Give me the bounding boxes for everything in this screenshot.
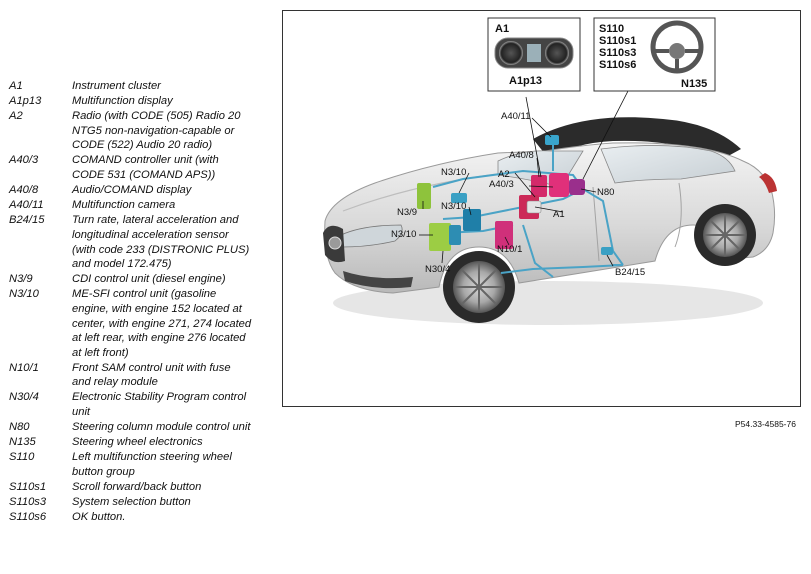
legend-code: A1 <box>9 80 23 92</box>
legend-code: A40/11 <box>9 199 44 212</box>
legend-row <box>0 495 276 510</box>
legend-description: Instrument cluster <box>72 80 161 92</box>
callout-a40-11: A40/11 <box>501 111 531 122</box>
legend-description: Multifunction display <box>72 95 173 108</box>
legend-row <box>0 450 276 479</box>
legend-row <box>0 272 276 287</box>
callout-n30-4: N30/4 <box>425 264 451 275</box>
rear-rim-spokes <box>705 215 745 255</box>
legend-description: Audio/COMAND display <box>72 184 192 197</box>
inset-wheel-line-1: S110 <box>599 23 625 35</box>
callout-n3-9: N3/9 <box>397 207 418 218</box>
legend-description: Left multifunction steering wheel button group <box>72 451 232 478</box>
me-sfi-unit-low <box>449 225 461 245</box>
esp-control-unit <box>429 223 451 251</box>
legend-description: ME-SFI control unit (gasoline engine, with engine 152 located at center, with engine 271, 274 located at left rear, with engine 276 located at left front) <box>72 288 252 359</box>
callout-n10-1: N10/1 <box>497 244 523 255</box>
legend-code: A2 <box>9 110 23 123</box>
me-sfi-unit-mid <box>463 209 481 231</box>
inset-wheel-line-4: S110s6 <box>599 59 637 71</box>
legend-row <box>0 94 276 109</box>
vehicle-illustration <box>283 11 801 407</box>
callout-a1: A1 <box>553 209 565 220</box>
legend-code: B24/15 <box>9 214 45 227</box>
legend-description: Steering wheel electronics <box>72 436 203 449</box>
legend-row <box>0 480 276 495</box>
inset-steering-wheel <box>594 18 715 91</box>
steering-column-module-unit <box>569 179 585 195</box>
inset-cluster-sub: A1p13 <box>509 75 543 87</box>
legend-code: A1p13 <box>9 95 42 108</box>
legend-row <box>0 287 276 360</box>
legend-code: N80 <box>9 421 30 434</box>
legend-description: OK button. <box>72 511 126 524</box>
legend-description: Electronic Stability Program control unit <box>72 391 247 419</box>
callout-n3-10-mid: N3/10 <box>441 201 467 212</box>
legend-row <box>0 361 276 390</box>
legend-code: S110 <box>9 451 35 464</box>
legend-row <box>0 510 276 525</box>
legend-description: Front SAM control unit with fuse and relay module <box>72 361 231 389</box>
legend-row <box>0 390 276 419</box>
callout-b24-15: B24/15 <box>615 267 646 278</box>
speedometer-icon <box>499 41 523 65</box>
inset-cluster-title: A1 <box>495 23 510 35</box>
multifunction-camera-unit <box>545 135 559 145</box>
comand-controller-unit <box>549 173 569 197</box>
instrument-cluster-unit <box>527 201 541 213</box>
legend-row <box>0 183 276 198</box>
legend-list <box>0 79 276 525</box>
callout-n3-10-low: N3/10 <box>391 229 417 240</box>
legend-code: N3/9 <box>9 273 33 286</box>
legend-description: Multifunction camera <box>72 199 176 212</box>
legend-code: N3/10 <box>9 288 39 301</box>
cdi-control-unit <box>417 183 431 209</box>
steering-hub-icon <box>669 43 685 59</box>
multifunction-display-icon <box>527 44 541 62</box>
legend-row <box>0 213 276 271</box>
legend-code: N30/4 <box>9 391 39 404</box>
legend-description: COMAND controller unit (with CODE 531 (COMAND APS)) <box>72 154 219 182</box>
legend-row <box>0 198 276 213</box>
legend-description: Turn rate, lateral acceleration and longitudinal acceleration sensor (with code 233 (DISTRONIC PLUS) and model 172.475) <box>72 214 250 271</box>
legend-description: CDI control unit (diesel engine) <box>72 273 226 286</box>
vehicle-diagram <box>282 10 801 407</box>
callout-n80: N80 <box>597 187 615 198</box>
legend-code: A40/8 <box>9 184 39 197</box>
star-emblem-icon <box>329 237 341 249</box>
legend-row <box>0 153 276 182</box>
legend-description: System selection button <box>72 496 191 509</box>
legend-code: S110s1 <box>9 481 47 494</box>
callout-n3-10-top: N3/10 <box>441 167 467 178</box>
inset-wheel-sub: N135 <box>681 78 708 90</box>
legend-code: N10/1 <box>9 361 39 374</box>
legend-row <box>0 420 276 435</box>
legend-description: Steering column module control unit <box>72 421 251 434</box>
legend-row <box>0 435 276 450</box>
inset-wheel-line-3: S110s3 <box>599 47 637 59</box>
legend-row <box>0 79 276 94</box>
callout-a40-8: A40/8 <box>509 150 534 161</box>
legend-code: A40/3 <box>9 154 39 167</box>
tachometer-icon <box>545 41 569 65</box>
legend-description: Radio (with CODE (505) Radio 20 NTG5 non-navigation-capable or CODE (522) Audio 20 radio) <box>72 110 241 152</box>
front-rim-spokes <box>455 263 503 311</box>
figure-reference: P54.33-4585-76 <box>735 419 796 429</box>
legend-code: N135 <box>9 436 36 449</box>
legend-code: S110s6 <box>9 511 47 524</box>
inset-wheel-line-2: S110s1 <box>599 35 637 47</box>
inset-instrument-cluster <box>488 18 580 91</box>
legend-row <box>0 109 276 153</box>
legend-description: Scroll forward/back button <box>72 481 202 494</box>
callout-a2: A2 <box>498 169 510 180</box>
legend-code: S110s3 <box>9 496 47 509</box>
callout-a40-3: A40/3 <box>489 179 514 190</box>
turn-rate-sensor-unit <box>601 247 613 255</box>
